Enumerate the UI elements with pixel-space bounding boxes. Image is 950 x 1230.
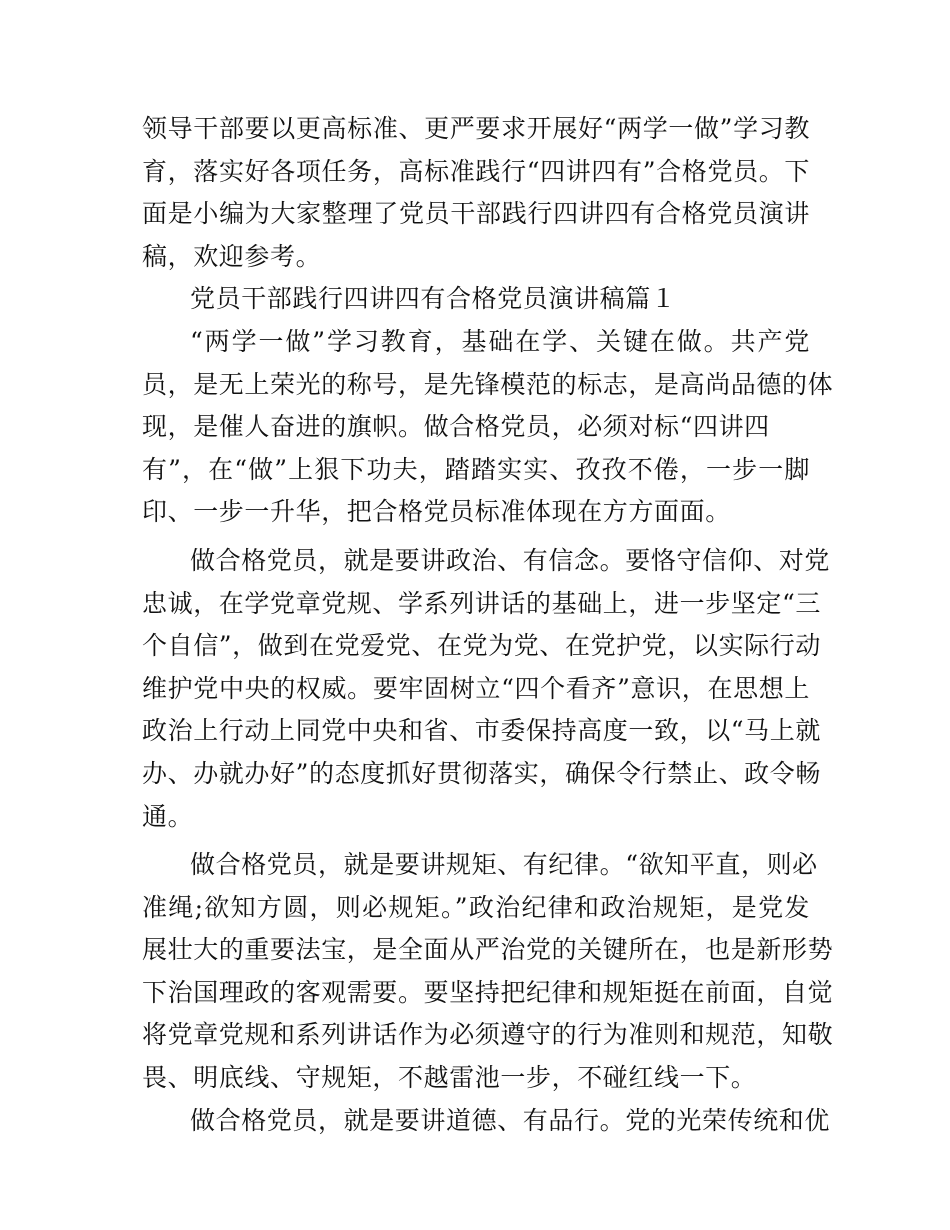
text-line: 展壮大的重要法宝，是全面从严治党的关键所在，也是新形势 — [142, 935, 834, 965]
text-line: 下治国理政的客观需要。要坚持把纪律和规矩挺在前面，自觉 — [142, 977, 834, 1007]
text-line: “两学一做”学习教育，基础在学、关键在做。共产党 — [190, 326, 810, 356]
text-line: 员，是无上荣光的称号，是先锋模范的标志，是高尚品德的体 — [142, 369, 834, 399]
text-line: 印、一步一升华，把合格党员标准体现在方方面面。 — [142, 497, 731, 527]
text-line: 育，落实好各项任务，高标准践行“四讲四有”合格党员。下 — [142, 156, 810, 186]
document-body — [142, 108, 834, 1142]
text-line: 通。 — [142, 801, 194, 831]
text-line: 做合格党员，就是要讲道德、有品行。党的光荣传统和优 — [190, 1105, 831, 1135]
text-line: 忠诚，在学党章党规、学系列讲话的基础上，进一步坚定“三 — [142, 588, 821, 618]
text-line: 将党章党规和系列讲话作为必须遵守的行为准则和规范，知敬 — [142, 1020, 834, 1050]
text-line: 现，是催人奋进的旗帜。做合格党员，必须对标“四讲四 — [142, 412, 770, 442]
text-line: 领导干部要以更高标准、更严要求开展好“两学一做”学习教 — [142, 114, 810, 143]
text-line: 有”，在“做”上狠下功夫，踏踏实实、孜孜不倦，一步一脚 — [142, 454, 810, 484]
text-line: 个自信”，做到在党爱党、在党为党、在党护党，以实际行动 — [142, 631, 821, 661]
text-line: 做合格党员，就是要讲政治、有信念。要恪守信仰、对党 — [190, 545, 831, 575]
text-line: 党员干部践行四讲四有合格党员演讲稿篇１ — [190, 284, 677, 314]
text-line: 做合格党员，就是要讲规矩、有纪律。“欲知平直，则必 — [190, 850, 818, 880]
text-line: 政治上行动上同党中央和省、市委保持高度一致，以“马上就 — [142, 716, 821, 746]
text-line: 准绳;欲知方圆，则必规矩。”政治纪律和政治规矩，是党发 — [142, 892, 810, 922]
text-line: 畏、明底线、守规矩，不越雷池一步，不碰红线一下。 — [142, 1063, 757, 1093]
text-line: 维护党中央的权威。要牢固树立“四个看齐”意识，在思想上 — [142, 673, 810, 703]
text-line: 稿，欢迎参考。 — [142, 241, 322, 271]
text-line: 办、办就办好”的态度抓好贯彻落实，确保令行禁止、政令畅 — [142, 758, 821, 788]
text-line: 面是小编为大家整理了党员干部践行四讲四有合格党员演讲 — [142, 199, 810, 229]
